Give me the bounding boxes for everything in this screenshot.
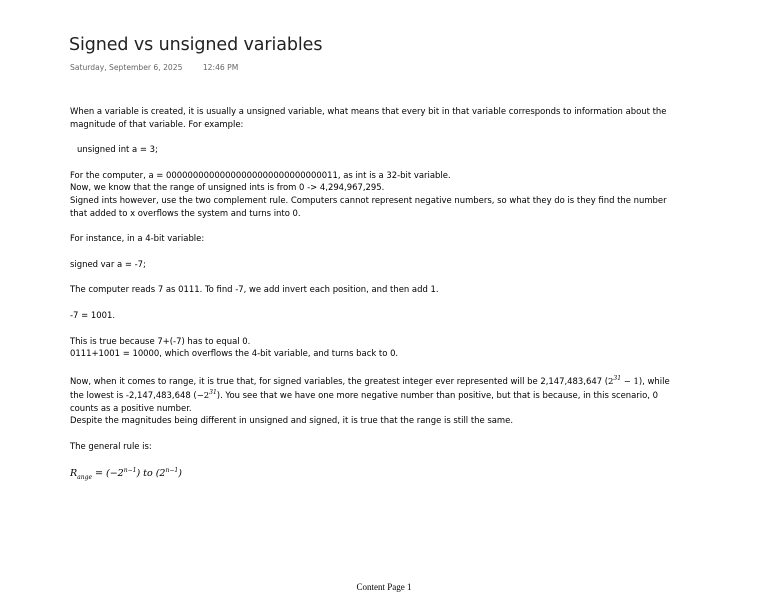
text-run: ), while	[638, 375, 670, 386]
math-exponent: 31	[613, 374, 622, 382]
page-time: 12:46 PM	[202, 63, 239, 72]
page-title: Signed vs unsigned variables	[69, 35, 323, 55]
paragraph-line: This is true because 7+(-7) has to equal 0.	[70, 335, 251, 346]
paragraph-line: The general rule is:	[70, 440, 152, 451]
note-body	[70, 105, 700, 485]
paragraph-line: Now, we know that the range of unsigned ints is from 0 -> 4,294,967,295.	[70, 182, 385, 193]
formula-part: = (−2	[92, 468, 124, 480]
paragraph-line: counts as a positive number.	[70, 402, 192, 413]
math-exponent: 31	[209, 389, 217, 397]
paragraph-line: Signed ints however, use the two complement rule. Computers cannot represent negative numbers, so what they do is they find the number	[70, 194, 667, 205]
text-run: the lowest is -2,147,483,648 (	[70, 389, 197, 400]
paragraph-line: that added to x overflows the system and turns into 0.	[70, 207, 301, 218]
text-run: Now, when it comes to range, it is true that, for signed variables, the greatest integer ever represented will be 2,147,483,647 (	[70, 375, 609, 386]
page-date: Saturday, September 6, 2025	[70, 63, 183, 72]
math-base: −2	[196, 389, 210, 400]
range-formula	[70, 465, 700, 485]
math-max	[608, 376, 639, 386]
formula-exponent: n−1	[123, 467, 137, 475]
code-line: signed var a = -7;	[70, 258, 146, 269]
math-min	[197, 390, 217, 400]
text-run: ). You see that we have one more negative number than positive, but that is because, in this scenario, 0	[216, 389, 659, 400]
math-base: 2	[608, 375, 614, 386]
paragraph-line: For the computer, a = 00000000000000000000000000000011, as int is a 32-bit variable.	[70, 169, 451, 180]
paragraph-line	[70, 387, 700, 401]
paragraph-line	[70, 373, 700, 387]
formula-part: ) to (2	[136, 468, 166, 480]
paragraph-line: The computer reads 7 as 0111. To find -7, we add invert each position, and then add 1.	[70, 284, 439, 295]
paragraph-line: Despite the magnitudes being different in unsigned and signed, it is true that the range is still the same.	[70, 415, 514, 426]
formula-part: )	[178, 468, 182, 480]
math-tail: − 1	[621, 375, 639, 386]
formula-exponent: n−1	[165, 467, 179, 475]
formula-symbol: R	[70, 468, 78, 480]
paragraph-line: -7 = 1001.	[70, 309, 116, 320]
code-line: unsigned int a = 3;	[77, 144, 158, 155]
formula-subscript: ange	[77, 474, 92, 482]
paragraph-line: magnitude of that variable. For example:	[70, 118, 244, 129]
page-footer: Content Page 1	[356, 582, 412, 592]
paragraph-line: 0111+1001 = 10000, which overflows the 4-bit variable, and turns back to 0.	[70, 348, 399, 359]
paragraph-line: For instance, in a 4-bit variable:	[70, 233, 205, 244]
paragraph-line: When a variable is created, it is usually a unsigned variable, what means that every bit in that variable corresponds to information about the	[70, 106, 667, 116]
page-timestamp	[70, 63, 238, 72]
